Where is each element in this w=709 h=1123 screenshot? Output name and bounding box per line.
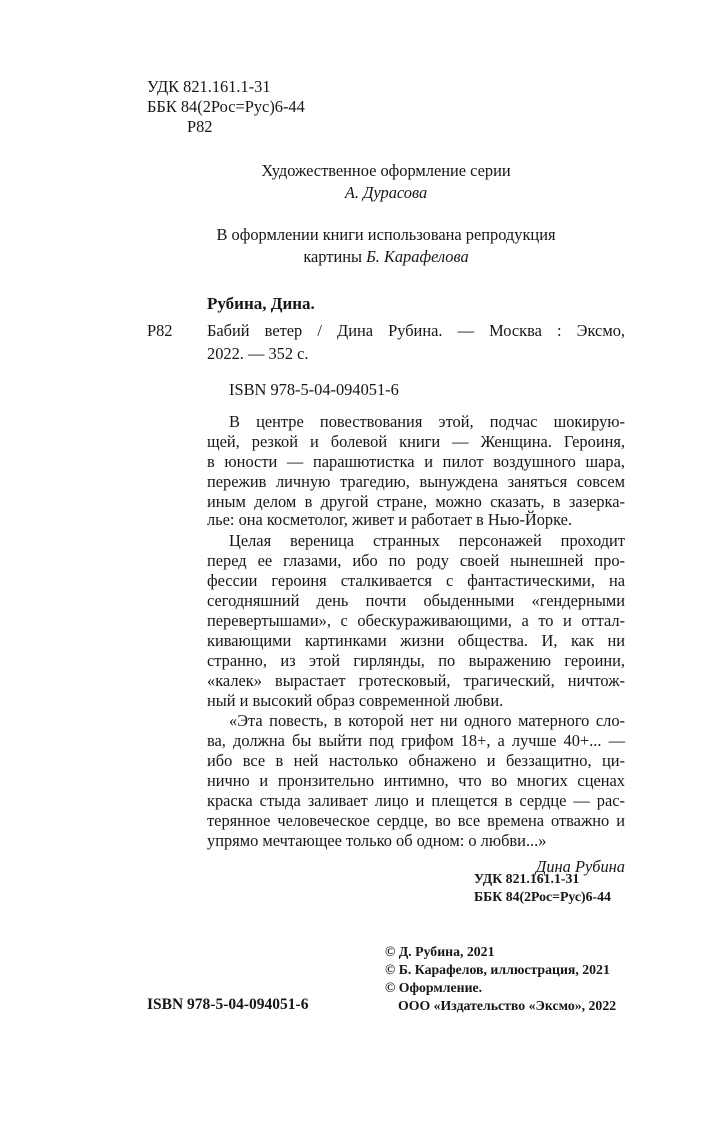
reproduction-prefix: картины — [303, 247, 367, 266]
quote-signature: Дина Рубина — [535, 857, 625, 876]
series-designer: А. Дурасова — [344, 183, 428, 202]
annotation-line: ный и высокий образ современной любви. — [207, 691, 504, 710]
quote-line: упрямо мечтающее только об одном: о любви...» — [207, 831, 547, 850]
annotation-line: иным делом в другой стране, можно сказать, в зазерка- — [207, 492, 625, 511]
series-design-label: Художественное оформление серии — [261, 161, 511, 180]
catalog-title-line: Бабий ветер / Дина Рубина. — Москва : Эксмо, — [207, 321, 625, 340]
annotation-line: фессии героиня сталкивается с фантастическими, на — [207, 571, 625, 590]
catalog-author: Рубина, Дина. — [207, 294, 315, 313]
annotation-line: щей, резкой и болевой книги — Женщина. Героиня, — [207, 432, 625, 451]
catalog-code: Р82 — [147, 321, 173, 340]
catalog-imprint-line: 2022. — 352 с. — [207, 344, 309, 363]
annotation-line: в юности — парашютистка и пилот воздушного шара, — [207, 452, 625, 471]
reproduction-label: В оформлении книги использована репродукция — [216, 225, 556, 244]
author-mark: Р82 — [187, 117, 213, 136]
quote-line: «Эта повесть, в которой нет ни одного матерного сло- — [229, 711, 625, 730]
quote-line: ва, должна бы выйти под грифом 18+, а лучше 40+... — — [207, 731, 625, 750]
reproduction-artist: Б. Карафелова — [366, 247, 469, 266]
annotation-line: странно, из этой гирлянды, по выражению героини, — [207, 651, 625, 670]
copyright-illustration: © Б. Карафелов, иллюстрация, 2021 — [385, 962, 610, 977]
footer-udk: УДК 821.161.1-31 — [474, 871, 580, 886]
reproduction-artist-line — [147, 247, 625, 267]
udk-line: УДК 821.161.1-31 — [147, 77, 271, 96]
quote-line: нично и пронзительно интимно, что во многих сценах — [207, 771, 625, 790]
annotation-line: кивающими картинками жизни общества. И, как ни — [207, 631, 625, 650]
catalog-isbn: ISBN 978-5-04-094051-6 — [229, 380, 399, 399]
quote-line: краска стыда заливает лицо и плещется в сердце — рас- — [207, 791, 625, 810]
annotation-line: «калек» вырастает гротесковый, трагический, ничтож- — [207, 671, 625, 690]
copyright-publisher: ООО «Издательство «Эксмо», 2022 — [398, 998, 617, 1013]
bbk-line: ББК 84(2Рос=Рус)6-44 — [147, 97, 305, 116]
annotation-line: Целая вереница странных персонажей проходит — [229, 531, 625, 550]
copyright-design: © Оформление. — [385, 980, 483, 995]
annotation-line: перевертышами», с обескураживающими, а то и оттал- — [207, 611, 625, 630]
annotation-line: сегодняшний день почти обыденными «гендерными — [207, 591, 625, 610]
annotation-line: перед ее глазами, ибо по роду своей нынешней про- — [207, 551, 625, 570]
footer-isbn: ISBN 978-5-04-094051-6 — [147, 996, 309, 1013]
quote-line: ибо все в ней настолько обнажено и беззащитно, ци- — [207, 751, 625, 770]
quote-line: терянное человеческое сердце, во все времена отважно и — [207, 811, 625, 830]
annotation-line: В центре повествования этой, подчас шокирую- — [229, 412, 625, 431]
copyright-author: © Д. Рубина, 2021 — [385, 944, 495, 959]
annotation-line: пережив личную трагедию, вынуждена заняться совсем — [207, 472, 625, 491]
annotation-line: лье: она косметолог, живет и работает в Нью-Йорке. — [207, 510, 573, 529]
footer-bbk: ББК 84(2Рос=Рус)6-44 — [474, 889, 611, 904]
